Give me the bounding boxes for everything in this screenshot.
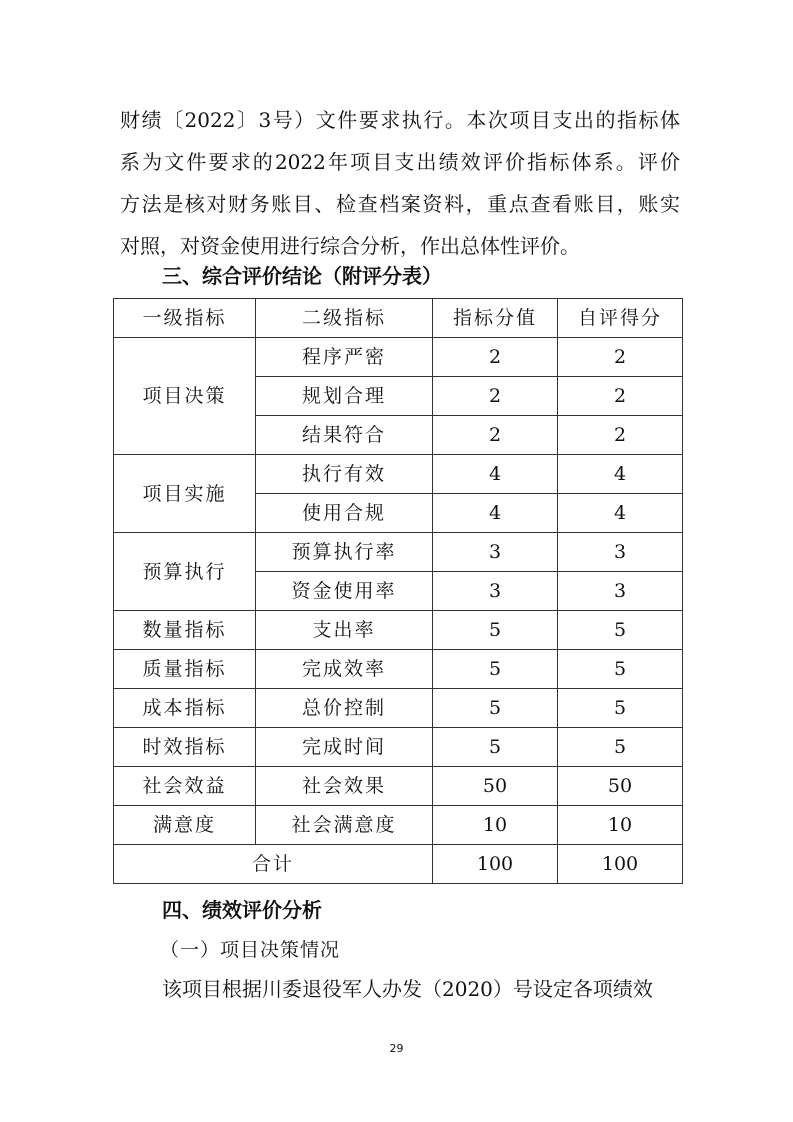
level2-indicator-cell: 社会满意度 xyxy=(256,806,433,845)
level1-indicator-cell: 数量指标 xyxy=(114,611,256,650)
level1-indicator-cell: 成本指标 xyxy=(114,689,256,728)
intro-paragraph xyxy=(120,99,680,267)
table-row xyxy=(114,338,683,377)
level2-indicator-cell: 总价控制 xyxy=(256,689,433,728)
self-score-cell: 3 xyxy=(558,572,683,611)
self-score-cell: 3 xyxy=(558,533,683,572)
level2-indicator-cell: 使用合规 xyxy=(256,494,433,533)
table-row xyxy=(114,767,683,806)
indicator-score-cell: 50 xyxy=(433,767,558,806)
paragraph-line: 财绩〔2022〕3号）文件要求执行。本次项目支出的指标体 xyxy=(120,108,680,132)
paragraph-line: 对照，对资金使用进行综合分析，作出总体性评价。 xyxy=(120,234,580,258)
indicator-score-cell: 5 xyxy=(433,611,558,650)
total-score-cell: 100 xyxy=(433,845,558,884)
table-total-row xyxy=(114,845,683,884)
section-3-heading: 三、综合评价结论（附评分表） xyxy=(162,264,442,288)
self-score-cell: 4 xyxy=(558,455,683,494)
paragraph-line: 系为文件要求的2022年项目支出绩效评价指标体系。评价 xyxy=(120,150,680,174)
table-row xyxy=(114,689,683,728)
level1-indicator-cell: 项目实施 xyxy=(114,455,256,533)
indicator-score-cell: 4 xyxy=(433,494,558,533)
indicator-score-cell: 2 xyxy=(433,377,558,416)
table-row xyxy=(114,533,683,572)
level2-indicator-cell: 程序严密 xyxy=(256,338,433,377)
level2-indicator-cell: 资金使用率 xyxy=(256,572,433,611)
header-cell: 自评得分 xyxy=(558,299,683,338)
table-header-row xyxy=(114,299,683,338)
total-self-score-cell: 100 xyxy=(558,845,683,884)
indicator-score-cell: 4 xyxy=(433,455,558,494)
section-4-heading: 四、绩效评价分析 xyxy=(162,898,322,922)
indicator-score-cell: 2 xyxy=(433,338,558,377)
header-cell: 指标分值 xyxy=(433,299,558,338)
subsection-heading: （一）项目决策情况 xyxy=(160,939,341,961)
indicator-score-cell: 3 xyxy=(433,533,558,572)
indicator-score-cell: 5 xyxy=(433,689,558,728)
section-4-paragraph xyxy=(162,968,682,1010)
self-score-cell: 2 xyxy=(558,338,683,377)
evaluation-score-table xyxy=(113,298,683,884)
indicator-score-cell: 2 xyxy=(433,416,558,455)
self-score-cell: 2 xyxy=(558,377,683,416)
level1-indicator-cell: 满意度 xyxy=(114,806,256,845)
level2-indicator-cell: 结果符合 xyxy=(256,416,433,455)
level1-indicator-cell: 质量指标 xyxy=(114,650,256,689)
indicator-score-cell: 3 xyxy=(433,572,558,611)
level1-indicator-cell: 预算执行 xyxy=(114,533,256,611)
level2-indicator-cell: 预算执行率 xyxy=(256,533,433,572)
indicator-score-cell: 5 xyxy=(433,728,558,767)
self-score-cell: 5 xyxy=(558,611,683,650)
header-cell: 二级指标 xyxy=(256,299,433,338)
self-score-cell: 10 xyxy=(558,806,683,845)
level2-indicator-cell: 规划合理 xyxy=(256,377,433,416)
level1-indicator-cell: 项目决策 xyxy=(114,338,256,455)
header-cell: 一级指标 xyxy=(114,299,256,338)
indicator-score-cell: 10 xyxy=(433,806,558,845)
level2-indicator-cell: 执行有效 xyxy=(256,455,433,494)
indicator-score-cell: 5 xyxy=(433,650,558,689)
table-row xyxy=(114,650,683,689)
self-score-cell: 4 xyxy=(558,494,683,533)
level1-indicator-cell: 社会效益 xyxy=(114,767,256,806)
level2-indicator-cell: 社会效果 xyxy=(256,767,433,806)
self-score-cell: 2 xyxy=(558,416,683,455)
total-label-cell: 合计 xyxy=(114,845,433,884)
level1-indicator-cell: 时效指标 xyxy=(114,728,256,767)
paragraph-line: 该项目根据川委退役军人办发（2020）号设定各项绩效 xyxy=(162,977,653,1001)
self-score-cell: 50 xyxy=(558,767,683,806)
self-score-cell: 5 xyxy=(558,650,683,689)
level2-indicator-cell: 完成时间 xyxy=(256,728,433,767)
paragraph-line: 方法是核对财务账目、检查档案资料，重点查看账目，账实 xyxy=(120,192,680,216)
self-score-cell: 5 xyxy=(558,728,683,767)
page-number: 29 xyxy=(389,1042,404,1055)
level2-indicator-cell: 完成效率 xyxy=(256,650,433,689)
table-row xyxy=(114,455,683,494)
level2-indicator-cell: 支出率 xyxy=(256,611,433,650)
table-row xyxy=(114,728,683,767)
self-score-cell: 5 xyxy=(558,689,683,728)
table-body xyxy=(114,299,683,884)
table-row xyxy=(114,611,683,650)
table-row xyxy=(114,806,683,845)
